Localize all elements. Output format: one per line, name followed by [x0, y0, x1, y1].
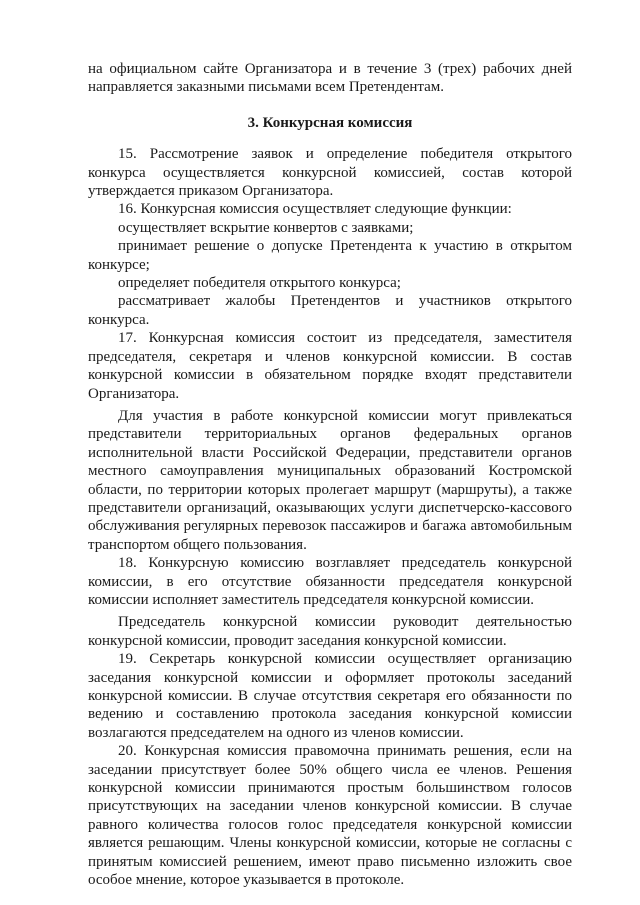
paragraph-15: 15. Рассмотрение заявок и определение победителя открытого конкурса осуществляется конкурсной комиссией, состав которой утверждается приказом Организатора.	[88, 146, 572, 200]
paragraph-16-item-b: принимает решение о допуске Претендента к участию в открытом конкурсе;	[88, 238, 572, 273]
paragraph-18-continued: Председатель конкурсной комиссии руководит деятельностью конкурсной комиссии, проводит заседания конкурсной комиссии.	[88, 614, 572, 649]
document-body	[88, 60, 572, 889]
paragraph-17-continued: Для участия в работе конкурсной комиссии могут привлекаться представители территориальных органов федеральных органов исполнительной власти Российской Федерации, представители органов местного самоуправления муниципальных образований Костромской области, по территории которых пролегает маршрут (маршруты), а также представители организаций, оказывающих услуги диспетчерско-кассового обслуживания регулярных перевозок пассажиров и багажа автомобильным транспортом общего пользования.	[88, 407, 572, 553]
paragraph-16-item-c: определяет победителя открытого конкурса;	[118, 275, 401, 292]
paragraph-20: 20. Конкурсная комиссия правомочна принимать решения, если на заседании присутствует более 50% общего числа ее членов. Решения конкурсной комиссии принимаются простым большинством голосов присутствующих на заседании членов конкурсной комиссии. В случае равного количества голосов голос председателя конкурсной комиссии является решающим. Члены конкурсной комиссии, которые не согласны с принятым комиссией решением, имеют право письменно изложить свое особое мнение, которое указывается в протоколе.	[88, 743, 572, 889]
section-heading: 3. Конкурсная комиссия	[247, 114, 413, 131]
paragraph-19: 19. Секретарь конкурсной комиссии осуществляет организацию заседания конкурсной комиссии и оформляет протоколы заседаний конкурсной комиссии. В случае отсутствия секретаря его обязанности по ведению и составлению протокола заседания конкурсной комиссии возлагаются председателем на одного из членов комиссии.	[88, 651, 572, 741]
paragraph-intro: на официальном сайте Организатора и в течение 3 (трех) рабочих дней направляется заказными письмами всем Претендентам.	[88, 61, 572, 96]
paragraph-16-item-d: рассматривает жалобы Претендентов и участников открытого конкурса.	[88, 293, 572, 328]
paragraph-17: 17. Конкурсная комиссия состоит из председателя, заместителя председателя, секретаря и членов конкурсной комиссии. В состав конкурсной комиссии в обязательном порядке входят представители Организатора.	[88, 330, 572, 402]
paragraph-16: 16. Конкурсная комиссия осуществляет следующие функции:	[118, 201, 512, 218]
paragraph-18: 18. Конкурсную комиссию возглавляет председатель конкурсной комиссии, в его отсутствие обязанности председателя конкурсной комиссии исполняет заместитель председателя конкурсной комиссии.	[88, 555, 572, 608]
paragraph-16-item-a: осуществляет вскрытие конвертов с заявками;	[118, 219, 414, 236]
